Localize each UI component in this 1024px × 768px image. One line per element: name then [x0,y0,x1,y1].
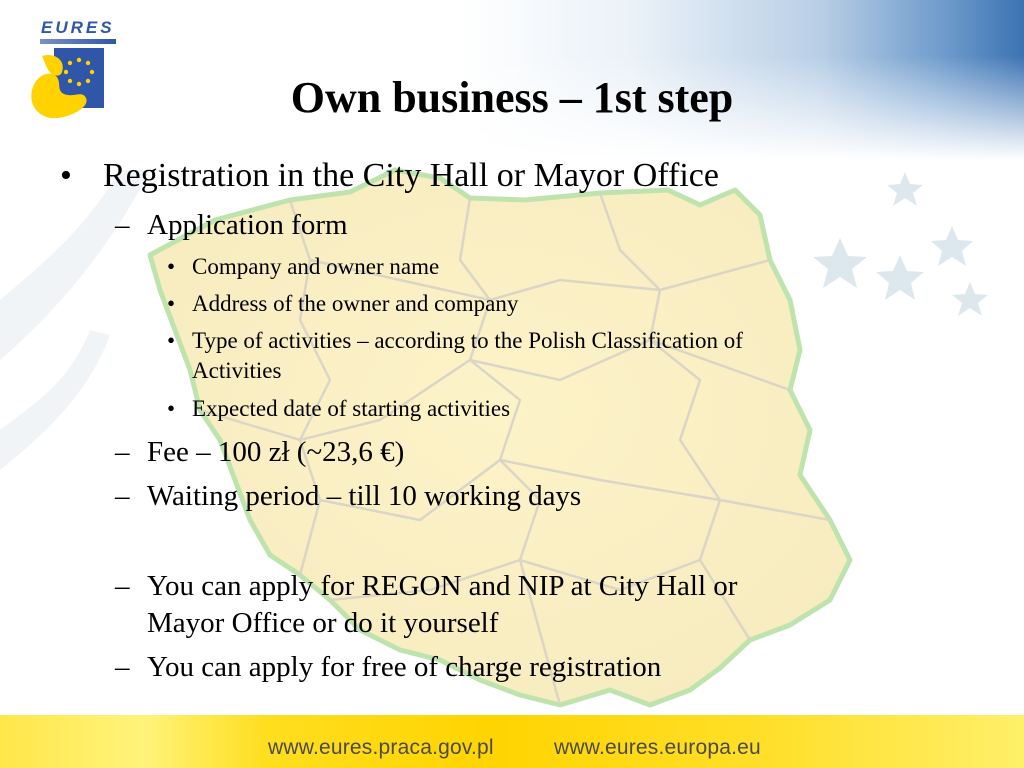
list-item-text-line-1: Type of activities – according to the Polish Classification of [192,328,743,353]
dash-marker: – [115,436,130,468]
footer-link-eures-praca[interactable]: www.eures.praca.gov.pl [268,736,494,759]
list-item-text: Address of the owner and company [192,291,519,316]
dash-marker: – [115,209,130,241]
slide-title: Own business – 1st step [290,73,734,122]
dash-marker: – [115,651,130,683]
list-item-text: You can apply for free of charge registration [147,651,662,683]
footer-link-eures-europa[interactable]: www.eures.europa.eu [554,736,761,759]
footer-bar [0,715,1024,768]
bullet-marker: • [167,328,176,353]
list-item-text: Expected date of starting activities [192,396,511,421]
list-item-text-line-2: Mayor Office or do it yourself [147,607,499,639]
list-item-text: Registration in the City Hall or Mayor Office [103,157,719,194]
dash-marker: – [115,570,130,602]
list-item-text: Company and owner name [192,254,440,279]
list-item-text-line-2: Activities [192,358,282,383]
bullet-marker: • [167,254,176,279]
bullet-marker: • [167,291,176,316]
list-item-text: Waiting period – till 10 working days [147,480,582,512]
list-item-text-line-1: You can apply for REGON and NIP at City Hall or [147,570,738,602]
list-item-text: Fee – 100 zł (~23,6 €) [147,436,405,468]
list-item-text: Application form [147,209,348,241]
logo-tagline-bar [40,39,116,44]
bullet-marker: • [167,396,176,421]
dash-marker: – [115,480,130,512]
bullet-marker: • [60,157,72,194]
logo-wordmark: EURES [41,18,115,37]
